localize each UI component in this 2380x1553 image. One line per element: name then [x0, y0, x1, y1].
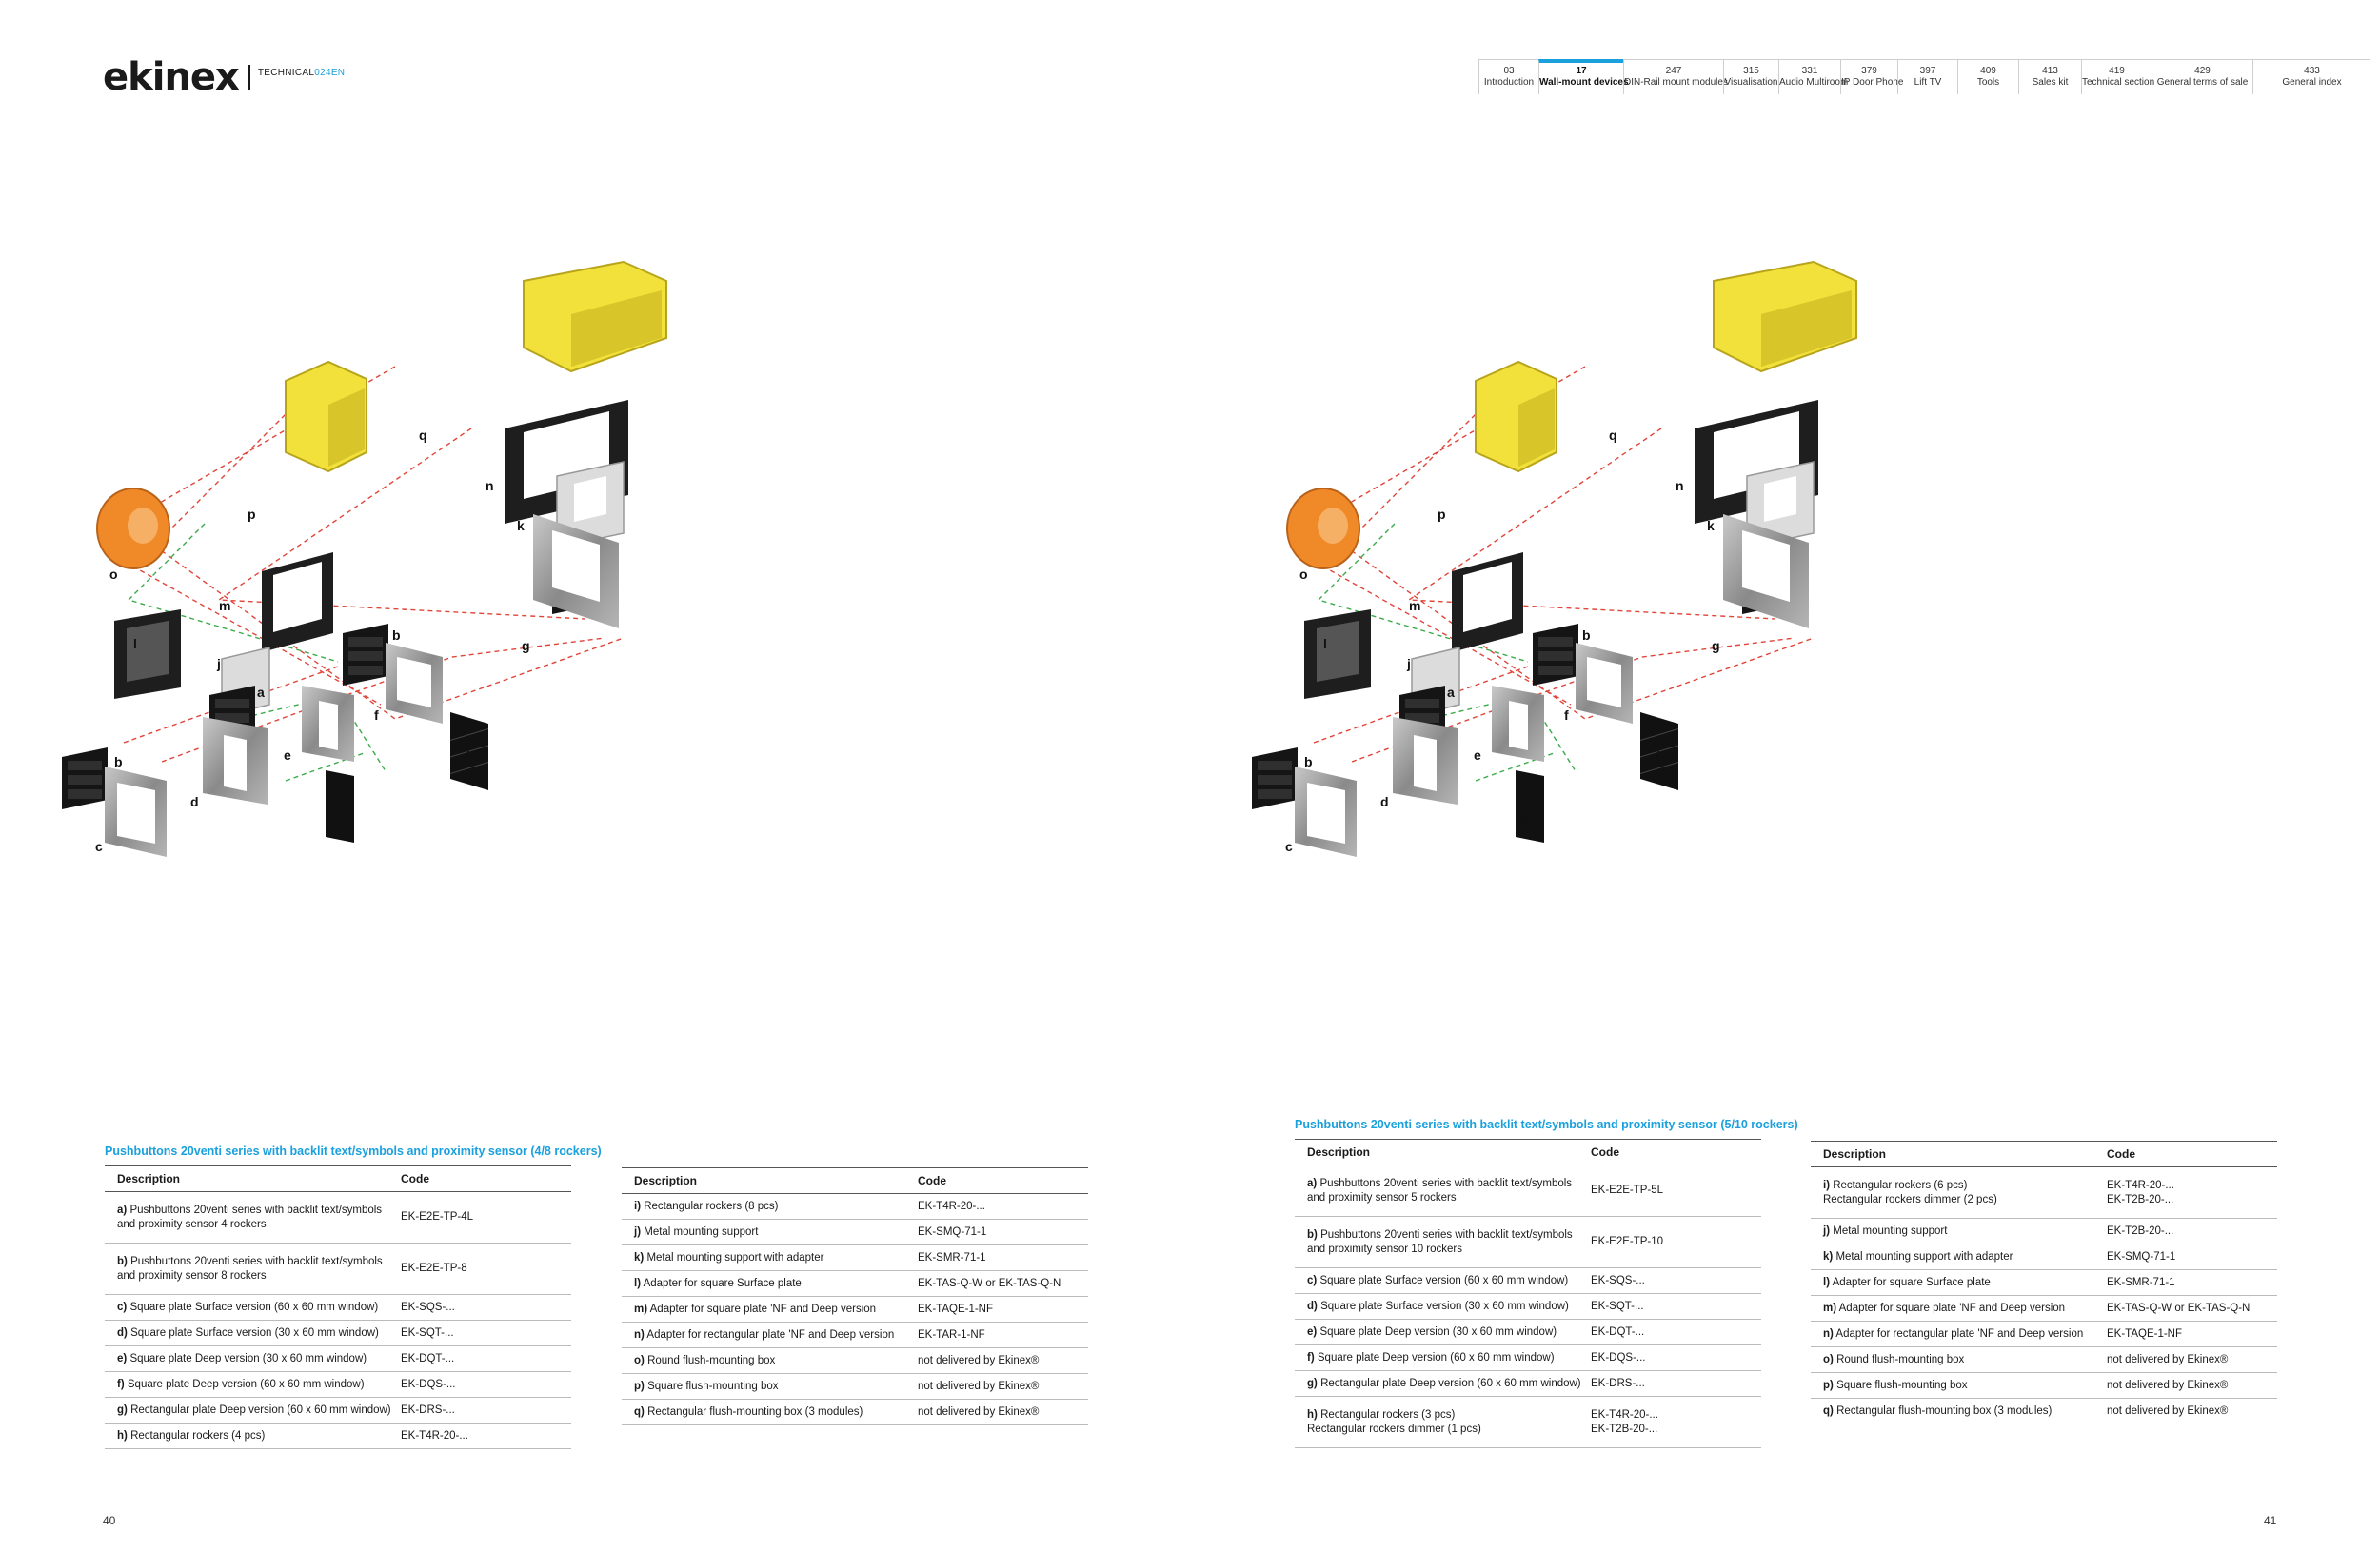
row-key: k) [1823, 1250, 1834, 1263]
row-description [634, 1200, 918, 1214]
part-label: q [1609, 428, 1617, 443]
row-description [634, 1225, 918, 1240]
row-description [634, 1303, 918, 1317]
row-key: k) [634, 1251, 645, 1264]
row-code: EK-SMR-71-1 [918, 1251, 986, 1264]
rocker-slot [1258, 775, 1292, 785]
row-key: m) [1823, 1302, 1837, 1314]
part-label: j [1407, 656, 1411, 671]
table-row [622, 1194, 1088, 1220]
row-description [1823, 1276, 2107, 1290]
exploded-view-svg [1242, 238, 2223, 1000]
table-header: Description Code [1295, 1139, 1761, 1165]
plate-window [117, 783, 155, 844]
row-description [117, 1326, 401, 1341]
support-window [1764, 476, 1796, 522]
row-description [1307, 1377, 1591, 1391]
row-key: j) [1823, 1224, 1831, 1237]
part-label: k [1707, 518, 1715, 533]
row-description [117, 1204, 401, 1232]
table-row [1811, 1296, 2277, 1322]
row-desc-text: Metal mounting support [1833, 1224, 1948, 1237]
table-row [1295, 1294, 1761, 1320]
tab-audio-multiroom[interactable]: 331 Audio Multiroom [1778, 60, 1840, 94]
row-desc-text: Pushbuttons 20venti series with backlit text/symbols and proximity sensor 4 rockers [117, 1204, 383, 1230]
row-code: EK-E2E-TP-10 [1591, 1236, 1664, 1247]
rocker-slot [348, 666, 383, 675]
row-code: EK-DQT-... [401, 1352, 455, 1364]
exploded-view-svg [52, 238, 1033, 1000]
row-code: EK-T4R-20-... EK-T2B-20-... [1591, 1408, 1658, 1435]
table-row [1295, 1397, 1761, 1448]
table-row [1811, 1270, 2277, 1296]
row-description [1823, 1302, 2107, 1316]
row-key: g) [117, 1404, 128, 1416]
row-key: d) [1307, 1300, 1318, 1312]
row-description [634, 1328, 918, 1343]
part-label: j [217, 656, 221, 671]
row-description [634, 1405, 918, 1420]
plate-window [319, 701, 338, 750]
row-key: o) [1823, 1353, 1834, 1365]
row-description [1823, 1250, 2107, 1264]
tab-technical-section[interactable]: 419 Technical section [2081, 60, 2152, 94]
table-title: Pushbuttons 20venti series with backlit text/symbols and proximity sensor (5/10 rockers) [1295, 1118, 1798, 1131]
tab-tools[interactable]: 409 Tools [1957, 60, 2018, 94]
row-key: a) [117, 1204, 128, 1216]
part-label: l [133, 636, 137, 651]
row-desc-text: Square plate Surface version (30 x 60 mm window) [1320, 1300, 1569, 1312]
part-label: g [522, 638, 530, 653]
table-row [1811, 1373, 2277, 1399]
row-desc-text: Adapter for rectangular plate 'NF and Deep version [646, 1328, 895, 1341]
table-row [1811, 1167, 2277, 1219]
row-desc-text: Rectangular plate Deep version (60 x 60 mm window) [130, 1404, 391, 1416]
tab-sales-kit[interactable]: 413 Sales kit [2018, 60, 2081, 94]
row-code: EK-SQT-... [1591, 1300, 1644, 1312]
row-description [1823, 1179, 2107, 1207]
table-row [1811, 1244, 2277, 1270]
rocker-slot [1538, 666, 1573, 675]
row-desc-text: Adapter for rectangular plate 'NF and Deep version [1835, 1327, 2084, 1340]
row-key: b) [1307, 1228, 1318, 1241]
row-code: EK-TAQE-1-NF [918, 1303, 994, 1315]
row-key: a) [1307, 1177, 1318, 1189]
table-row [622, 1220, 1088, 1245]
part-label: f [1564, 707, 1569, 723]
row-desc-text: Metal mounting support with adapter [1835, 1250, 2013, 1263]
row-code: not delivered by Ekinex® [918, 1354, 1040, 1366]
table-row [1295, 1217, 1761, 1268]
row-key: q) [634, 1405, 645, 1418]
row-key: c) [117, 1301, 128, 1313]
tab-wall-mount-devices[interactable]: 17 Wall-mount devices [1538, 59, 1623, 94]
row-code: EK-TAS-Q-W or EK-TAS-Q-N [918, 1277, 1061, 1289]
part-label: c [1285, 839, 1293, 854]
row-desc-text: Rectangular plate Deep version (60 x 60 mm window) [1320, 1377, 1581, 1389]
row-description [1823, 1224, 2107, 1239]
doc-code [258, 68, 345, 78]
part-label: o [1299, 567, 1308, 582]
right-table-2 [1811, 1141, 2277, 1424]
row-code: EK-E2E-TP-5L [1591, 1185, 1664, 1196]
table-row [1295, 1345, 1761, 1371]
logo-wordmark: ekinex [103, 55, 239, 99]
part-label: p [1438, 507, 1446, 522]
row-code: EK-TAR-1-NF [918, 1328, 985, 1341]
rocker-slot [1538, 637, 1573, 647]
table-row [1811, 1219, 2277, 1244]
row-desc-text: Pushbuttons 20venti series with backlit text/symbols and proximity sensor 8 rockers [117, 1255, 383, 1282]
row-description [117, 1378, 401, 1392]
part-label: d [1380, 794, 1389, 809]
part-label: o [109, 567, 118, 582]
row-description [117, 1301, 401, 1315]
exploded-diagram-right [1242, 238, 2223, 1000]
row-description [1307, 1408, 1591, 1437]
row-desc-text: Adapter for square plate 'NF and Deep version [649, 1303, 877, 1315]
part-label: b [1304, 754, 1313, 769]
tab-din-rail[interactable]: 247 DIN-Rail mount modules [1623, 60, 1723, 94]
row-desc-text: Square plate Deep version (30 x 60 mm window) [129, 1352, 367, 1364]
doc-prefix: TECHNICAL [257, 67, 315, 78]
row-code: EK-T4R-20-... EK-T2B-20-... [2107, 1179, 2174, 1205]
table-row [105, 1244, 571, 1295]
row-desc-text: Pushbuttons 20venti series with backlit text/symbols and proximity sensor 5 rockers [1307, 1177, 1573, 1204]
row-description [117, 1404, 401, 1418]
rocker-slot [1538, 651, 1573, 661]
table-row [622, 1245, 1088, 1271]
part-label: b [114, 754, 123, 769]
table-row [105, 1372, 571, 1398]
table-row [1295, 1165, 1761, 1217]
table-row [105, 1295, 571, 1321]
row-code: EK-SQT-... [401, 1326, 454, 1339]
rocker-slot [348, 637, 383, 647]
table-row [622, 1400, 1088, 1425]
row-code: EK-T2B-20-... [2107, 1224, 2174, 1237]
table-row [1295, 1320, 1761, 1345]
row-description [1307, 1274, 1591, 1288]
row-desc-text: Metal mounting support [644, 1225, 759, 1238]
table-header: Description Code [622, 1167, 1088, 1194]
row-code: EK-SQS-... [1591, 1274, 1645, 1286]
row-desc-text: Square plate Deep version (30 x 60 mm window) [1319, 1325, 1557, 1338]
table-row [1811, 1322, 2277, 1347]
plate-window [1587, 657, 1621, 707]
rocker-slot [215, 699, 249, 708]
rocker-slot [1405, 699, 1439, 708]
row-desc-text: Square plate Deep version (60 x 60 mm window) [127, 1378, 365, 1390]
row-code: EK-SQS-... [401, 1301, 455, 1313]
part-label: h [1521, 813, 1530, 828]
row-description [1823, 1327, 2107, 1342]
row-description [1307, 1228, 1591, 1257]
row-desc-text: Rectangular rockers (8 pcs) [644, 1200, 779, 1212]
row-desc-text: Metal mounting support with adapter [646, 1251, 824, 1264]
table-row [105, 1398, 571, 1424]
box-opening [1318, 508, 1348, 544]
table-title: Pushbuttons 20venti series with backlit text/symbols and proximity sensor (4/8 rockers) [105, 1145, 602, 1158]
plate-window [224, 735, 247, 791]
row-description [634, 1251, 918, 1265]
part-label: a [1447, 685, 1455, 700]
part-label: l [1323, 636, 1327, 651]
row-description [117, 1255, 401, 1284]
right-table-1 [1295, 1118, 1798, 1448]
row-key: g) [1307, 1377, 1318, 1389]
left-table-1 [105, 1145, 602, 1449]
row-desc-text: Square plate Surface version (60 x 60 mm window) [129, 1301, 379, 1313]
plate-window [1414, 735, 1437, 791]
table-row [622, 1297, 1088, 1323]
table-row [1295, 1268, 1761, 1294]
row-key: e) [1307, 1325, 1318, 1338]
logo-separator [248, 65, 250, 90]
plate-window [1509, 701, 1528, 750]
row-key: f) [1307, 1351, 1315, 1364]
row-desc-text: Adapter for square plate 'NF and Deep version [1838, 1302, 2066, 1314]
row-key: b) [117, 1255, 128, 1267]
row-key: l) [634, 1277, 642, 1289]
part-label: b [1582, 627, 1591, 643]
row-desc-text: Square flush-mounting box [1836, 1379, 1968, 1391]
row-description [634, 1277, 918, 1291]
row-key: i) [634, 1200, 642, 1212]
row-code: EK-SMR-71-1 [2107, 1276, 2175, 1288]
row-description [1307, 1351, 1591, 1365]
row-key: f) [117, 1378, 125, 1390]
part-label: f [374, 707, 379, 723]
part-label: i [1656, 748, 1660, 764]
row-code: EK-TAS-Q-W or EK-TAS-Q-N [2107, 1302, 2251, 1314]
table-row [1295, 1371, 1761, 1397]
part-label: k [517, 518, 525, 533]
part-label: d [190, 794, 199, 809]
left-table-2 [622, 1167, 1088, 1425]
row-code: not delivered by Ekinex® [2107, 1404, 2229, 1417]
row-desc-text: Adapter for square Surface plate [1832, 1276, 1991, 1288]
rockers-h [1516, 770, 1544, 843]
row-code: EK-SMQ-71-1 [918, 1225, 987, 1238]
row-key: n) [634, 1328, 645, 1341]
row-code: EK-DRS-... [1591, 1377, 1645, 1389]
row-code: EK-T4R-20-... [918, 1200, 985, 1212]
row-desc-text: Rectangular rockers (3 pcs) Rectangular rockers dimmer (1 pcs) [1307, 1408, 1481, 1435]
row-key: c) [1307, 1274, 1318, 1286]
row-key: d) [117, 1326, 128, 1339]
row-key: m) [634, 1303, 648, 1315]
row-code: EK-DQS-... [1591, 1351, 1646, 1364]
row-desc-text: Rectangular rockers (6 pcs) Rectangular rockers dimmer (2 pcs) [1823, 1179, 1997, 1205]
row-key: i) [1823, 1179, 1831, 1191]
row-key: q) [1823, 1404, 1834, 1417]
exploded-diagram-left [52, 238, 1033, 1000]
part-label: c [95, 839, 103, 854]
table-row [622, 1374, 1088, 1400]
row-code: not delivered by Ekinex® [918, 1405, 1040, 1418]
rocker-slot [68, 789, 102, 799]
row-code: EK-SMQ-71-1 [2107, 1250, 2176, 1263]
row-code: not delivered by Ekinex® [2107, 1353, 2229, 1365]
part-label: b [392, 627, 401, 643]
part-label: g [1712, 638, 1720, 653]
tab-general-terms[interactable]: 429 General terms of sale [2152, 60, 2252, 94]
row-code: EK-DRS-... [401, 1404, 455, 1416]
part-label: e [1474, 747, 1481, 763]
row-description [1307, 1300, 1591, 1314]
row-desc-text: Pushbuttons 20venti series with backlit text/symbols and proximity sensor 10 rockers [1307, 1228, 1573, 1255]
ekinex-logo [103, 55, 345, 99]
row-desc-text: Rectangular flush-mounting box (3 modules) [647, 1405, 863, 1418]
row-description [117, 1352, 401, 1366]
row-desc-text: Round flush-mounting box [1836, 1353, 1965, 1365]
support-window [574, 476, 606, 522]
adapter-window [1317, 621, 1359, 682]
row-code: EK-TAQE-1-NF [2107, 1327, 2183, 1340]
part-label: m [219, 598, 231, 613]
table-row [622, 1348, 1088, 1374]
table-row [622, 1323, 1088, 1348]
tab-ip-door-phone[interactable]: 379 IP Door Phone [1840, 60, 1897, 94]
row-description [1307, 1325, 1591, 1340]
row-code: EK-DQT-... [1591, 1325, 1645, 1338]
part-label: a [257, 685, 265, 700]
part-label: n [1676, 478, 1684, 493]
row-code: EK-DQS-... [401, 1378, 456, 1390]
row-desc-text: Square plate Deep version (60 x 60 mm window) [1317, 1351, 1555, 1364]
row-description [117, 1429, 401, 1443]
part-label: q [419, 428, 427, 443]
row-description [1823, 1379, 2107, 1393]
tab-lift-tv[interactable]: 397 Lift TV [1897, 60, 1957, 94]
tab-general-index[interactable]: 433 General index [2252, 60, 2370, 94]
part-label: i [466, 748, 470, 764]
adapter-window [127, 621, 169, 682]
row-key: p) [634, 1380, 645, 1392]
tab-visualisation[interactable]: 315 Visualisation [1723, 60, 1778, 94]
rocker-slot [68, 761, 102, 770]
row-code: not delivered by Ekinex® [2107, 1379, 2229, 1391]
table-row [105, 1346, 571, 1372]
row-key: p) [1823, 1379, 1834, 1391]
table-row [105, 1424, 571, 1449]
row-key: h) [117, 1429, 128, 1442]
table-row [1811, 1347, 2277, 1373]
part-label: n [486, 478, 494, 493]
row-desc-text: Square flush-mounting box [647, 1380, 779, 1392]
row-key: h) [1307, 1408, 1318, 1421]
page-number-left: 40 [103, 1514, 116, 1527]
row-desc-text: Rectangular rockers (4 pcs) [130, 1429, 266, 1442]
table-row [105, 1192, 571, 1244]
rocker-slot [68, 775, 102, 785]
plate-window [397, 657, 431, 707]
table-row [105, 1321, 571, 1346]
row-key: j) [634, 1225, 642, 1238]
part-label: e [284, 747, 291, 763]
rockers-h [326, 770, 354, 843]
row-key: l) [1823, 1276, 1831, 1288]
row-description [1823, 1404, 2107, 1419]
section-tabs [1478, 59, 2370, 94]
plate-window [1307, 783, 1345, 844]
rocker-slot [1258, 789, 1292, 799]
doc-code-number: 024EN [314, 67, 346, 78]
row-code: EK-E2E-TP-4L [401, 1211, 474, 1223]
row-description [634, 1380, 918, 1394]
row-key: n) [1823, 1327, 1834, 1340]
row-code: EK-T4R-20-... [401, 1429, 468, 1442]
table-header: Description Code [105, 1165, 571, 1192]
row-desc-text: Adapter for square Surface plate [643, 1277, 802, 1289]
row-key: o) [634, 1354, 645, 1366]
rocker-slot [348, 651, 383, 661]
box-opening [128, 508, 158, 544]
part-label: m [1409, 598, 1421, 613]
row-desc-text: Rectangular flush-mounting box (3 modules) [1836, 1404, 2053, 1417]
row-desc-text: Square plate Surface version (60 x 60 mm window) [1319, 1274, 1569, 1286]
page-number-right: 41 [2264, 1514, 2277, 1527]
table-header: Description Code [1811, 1141, 2277, 1167]
row-code: EK-E2E-TP-8 [401, 1263, 467, 1274]
rocker-slot [1258, 761, 1292, 770]
row-desc-text: Round flush-mounting box [647, 1354, 776, 1366]
row-description [634, 1354, 918, 1368]
tab-introduction[interactable]: 03 Introduction [1478, 60, 1538, 94]
table-row [622, 1271, 1088, 1297]
row-code: not delivered by Ekinex® [918, 1380, 1040, 1392]
row-key: e) [117, 1352, 128, 1364]
part-label: p [248, 507, 256, 522]
row-desc-text: Square plate Surface version (30 x 60 mm window) [130, 1326, 379, 1339]
part-label: h [331, 813, 340, 828]
row-description [1823, 1353, 2107, 1367]
table-row [1811, 1399, 2277, 1424]
row-description [1307, 1177, 1591, 1205]
